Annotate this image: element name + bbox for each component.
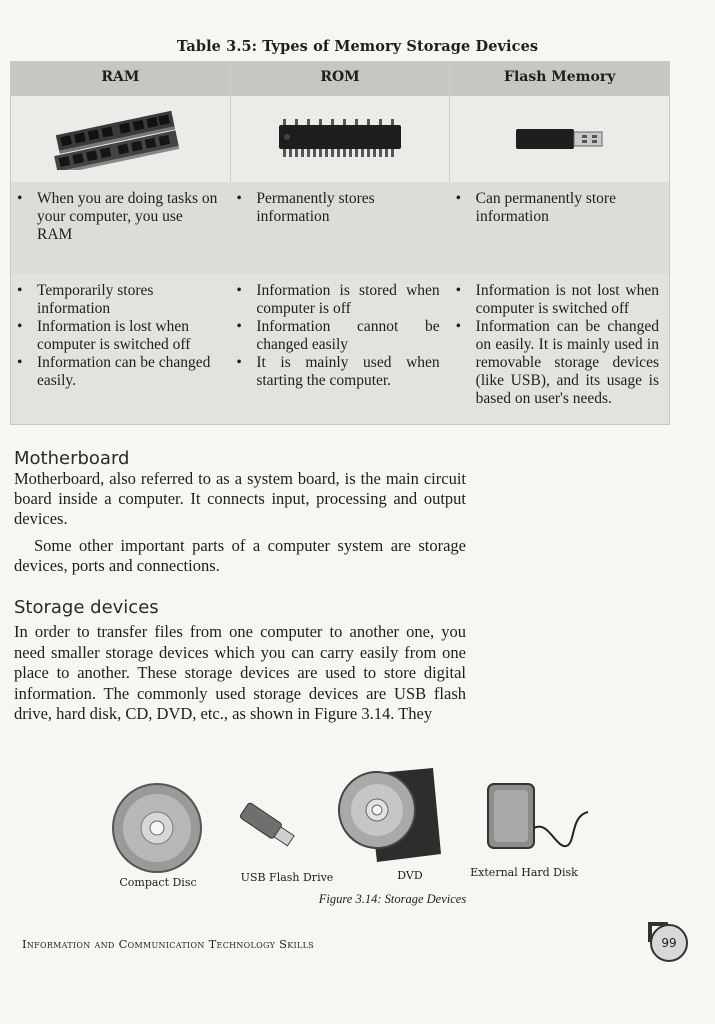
header-rom: ROM [230,62,450,96]
ram-image-cell [11,96,230,182]
flash-cell-1 [450,182,669,274]
rom-bullets-1 [230,182,449,226]
list-item: • Information is lost when computer is switched off [37,318,220,354]
list-item: • Temporarily stores information [37,282,220,318]
rom-chip-icon [275,117,405,161]
storage-devices-heading: Storage devices [14,597,159,618]
flash-bullets-1 [450,182,669,226]
page-number-badge [648,922,690,964]
list-item: • Can permanently store information [476,190,659,226]
external-hard-disk-icon [484,776,594,866]
list-item: • When you are doing tasks on your computer, you use RAM [37,190,220,244]
list-item: • Information is stored when computer is off [256,282,439,318]
flash-bullets-2 [450,274,669,408]
list-item: • Information cannot be changed easily [256,318,439,354]
motherboard-paragraph-2: Some other important parts of a computer system are storage devices, ports and connections. [14,536,466,575]
figure-label-usb-flash-drive: USB Flash Drive [240,871,334,884]
ram-bullets-2 [11,274,230,390]
compact-disc-icon [111,782,203,874]
usb-flash-drive-icon [235,800,299,852]
rom-cell-2 [230,274,449,424]
usb-flash-icon [512,125,608,153]
footer-title: Information and Communication Technology Skills [22,937,315,951]
list-item: • It is mainly used when starting the computer. [256,354,439,390]
list-item: • Permanently stores information [256,190,439,226]
ram-stick-icon [50,108,190,170]
motherboard-paragraph: Motherboard, also referred to as a system board, is the main circuit board inside a computer. It connects input, processing and output devices. [14,469,466,528]
table-image-row [11,96,669,182]
list-item: • Information can be changed easily. [37,354,220,390]
rom-cell-1 [230,182,449,274]
dvd-icon [337,766,447,866]
figure-caption: Figure 3.14: Storage Devices [318,892,467,906]
table-row-2 [11,274,669,424]
rom-bullets-2 [230,274,449,390]
ram-cell-1 [11,182,230,274]
figure-label-dvd: DVD [397,869,423,882]
table-row-1 [11,182,669,274]
flash-cell-2 [450,274,669,424]
rom-image-cell [230,96,450,182]
list-item: • Information is not lost when computer is switched off [476,282,659,318]
list-item: • Information can be changed on easily. It is mainly used in removable storage devices (like USB), and its usage is based on user's needs. [476,318,659,408]
flash-image-cell [449,96,669,182]
page-number: 99 [650,924,688,962]
figure-label-compact-disc: Compact Disc [119,876,197,889]
table-caption: Table 3.5: Types of Memory Storage Devices [176,38,539,55]
header-flash-memory: Flash Memory [449,62,669,96]
motherboard-heading: Motherboard [14,448,130,469]
table-header-row [11,62,669,96]
memory-storage-table [10,61,670,425]
ram-cell-2 [11,274,230,424]
storage-devices-paragraph: In order to transfer files from one computer to another one, you need smaller storage devices which you can carry easily from one place to another. These storage devices are used to store digital information. The commonly used storage devices are USB flash drive, hard disk, CD, DVD, etc., as shown in Figure 3.14. They [14,622,466,723]
header-ram: RAM [101,69,140,85]
figure-label-external-hard-disk: External Hard Disk [470,866,578,879]
ram-bullets-1 [11,182,230,244]
